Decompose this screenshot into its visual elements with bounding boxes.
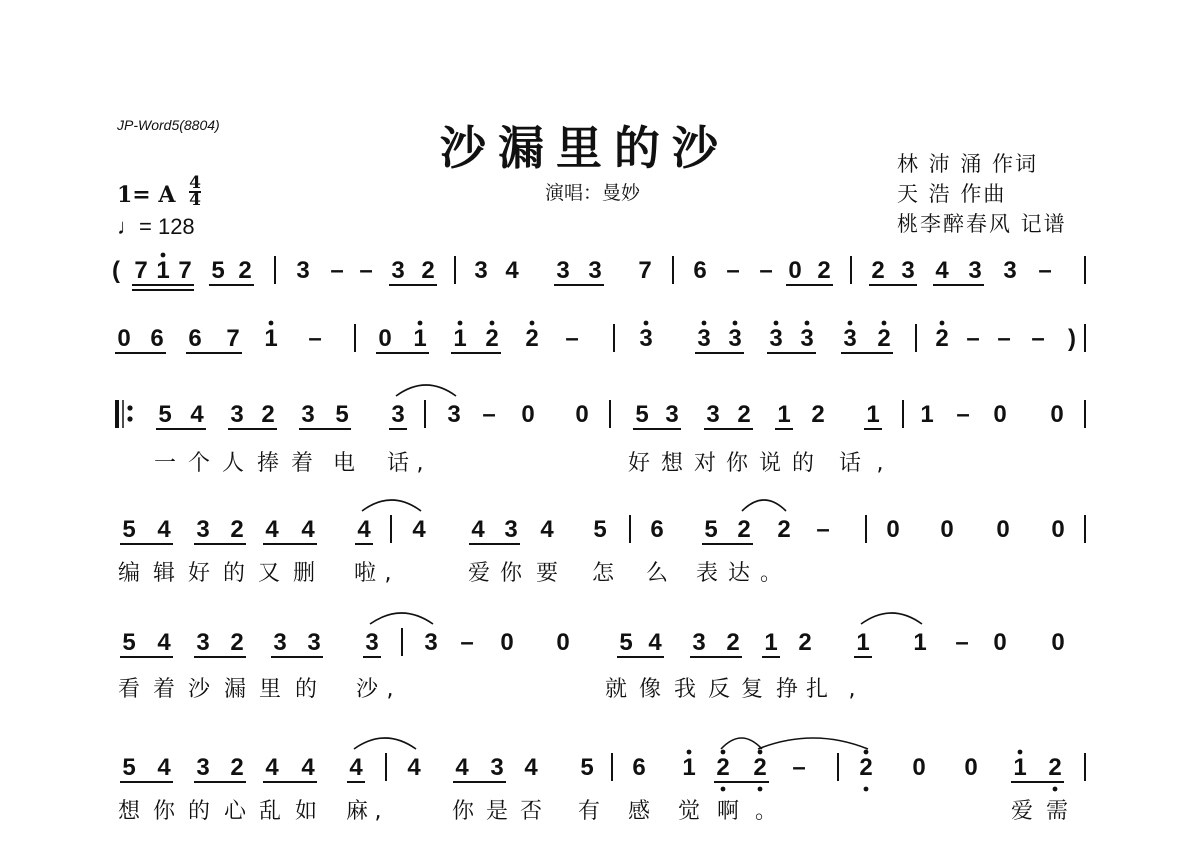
tie-arc bbox=[354, 738, 416, 749]
note: 4 bbox=[524, 754, 538, 781]
note: 0 bbox=[575, 401, 589, 428]
note: 5 bbox=[704, 516, 718, 543]
note: 2 bbox=[935, 325, 949, 352]
lyric-char: 着 bbox=[290, 451, 314, 476]
note: 0 bbox=[964, 754, 978, 781]
lyric-char: 要 bbox=[535, 561, 559, 586]
note: 5 bbox=[158, 401, 172, 428]
hold-dash: – bbox=[726, 257, 740, 284]
octave-dot bbox=[940, 321, 945, 326]
lyric-char: 扎 bbox=[805, 677, 829, 702]
note: 3 bbox=[901, 257, 915, 284]
note: 0 bbox=[1051, 629, 1065, 656]
note: 0 bbox=[1051, 516, 1065, 543]
tie-arc bbox=[758, 738, 868, 749]
note: 3 bbox=[391, 401, 405, 428]
note: 0 bbox=[521, 401, 535, 428]
hold-dash: – bbox=[330, 257, 344, 284]
lyric-char: 否 bbox=[519, 799, 543, 824]
hold-dash: – bbox=[816, 516, 830, 543]
lyric-char: 对 bbox=[693, 451, 717, 476]
note: 3 bbox=[196, 629, 210, 656]
octave-dot bbox=[1053, 787, 1058, 792]
note: 0 bbox=[940, 516, 954, 543]
lyric-char: 就 bbox=[604, 677, 628, 702]
repeat-sign bbox=[127, 405, 132, 410]
score-line-4 bbox=[118, 500, 1085, 586]
lyric-char: 个 bbox=[187, 451, 211, 476]
lyric-char: 辑 bbox=[152, 561, 176, 586]
note: 2 bbox=[230, 516, 244, 543]
note: 4 bbox=[349, 754, 363, 781]
lyric-char: , bbox=[374, 799, 382, 824]
note: 5 bbox=[619, 629, 633, 656]
note: 2 bbox=[737, 516, 751, 543]
note: 3 bbox=[665, 401, 679, 428]
note: 3 bbox=[447, 401, 461, 428]
note: 2 bbox=[261, 401, 275, 428]
note: 4 bbox=[455, 754, 469, 781]
composer-credit: 天 浩 作曲 bbox=[897, 182, 1007, 206]
octave-dot bbox=[490, 321, 495, 326]
lyric-char: 看 bbox=[117, 677, 141, 702]
lyric-char: 想 bbox=[117, 799, 141, 824]
note: 5 bbox=[593, 516, 607, 543]
lyric-char: 好 bbox=[627, 451, 651, 476]
octave-dot bbox=[758, 787, 763, 792]
octave-dot bbox=[721, 787, 726, 792]
note: 6 bbox=[650, 516, 664, 543]
note: 2 bbox=[777, 516, 791, 543]
octave-dot bbox=[805, 321, 810, 326]
note: 0 bbox=[117, 325, 131, 352]
lyric-char: , bbox=[876, 451, 884, 476]
hold-dash: – bbox=[1038, 257, 1052, 284]
note: 1 bbox=[764, 629, 778, 656]
octave-dot bbox=[758, 750, 763, 755]
note: 4 bbox=[301, 754, 315, 781]
lyric-char: 麻 bbox=[345, 799, 369, 824]
hold-dash: – bbox=[308, 325, 322, 352]
lyric-char: 挣 bbox=[775, 677, 799, 702]
note: 4 bbox=[157, 629, 171, 656]
octave-dot bbox=[864, 787, 869, 792]
note: 3 bbox=[588, 257, 602, 284]
note: 4 bbox=[471, 516, 485, 543]
note: 4 bbox=[357, 516, 371, 543]
hold-dash: – bbox=[1031, 325, 1045, 352]
note: 6 bbox=[188, 325, 202, 352]
note: 3 bbox=[230, 401, 244, 428]
note: 6 bbox=[693, 257, 707, 284]
note: 2 bbox=[421, 257, 435, 284]
note: 2 bbox=[230, 754, 244, 781]
note: 1 bbox=[682, 754, 696, 781]
note: 4 bbox=[407, 754, 421, 781]
note: 4 bbox=[190, 401, 204, 428]
song-title: 沙漏里的沙 bbox=[440, 121, 730, 175]
lyric-char: 感 bbox=[627, 799, 651, 824]
hold-dash: – bbox=[966, 325, 980, 352]
note: 4 bbox=[265, 754, 279, 781]
note: 2 bbox=[716, 754, 730, 781]
lyric-char: 爱 bbox=[467, 561, 491, 586]
tie-arc bbox=[742, 500, 786, 511]
note: 4 bbox=[648, 629, 662, 656]
octave-dot bbox=[418, 321, 423, 326]
note: 2 bbox=[871, 257, 885, 284]
lyric-char: 想 bbox=[660, 451, 684, 476]
note: 0 bbox=[912, 754, 926, 781]
note: 0 bbox=[378, 325, 392, 352]
time-denominator: 4 bbox=[189, 190, 201, 210]
note: 5 bbox=[580, 754, 594, 781]
lyric-char: 是 bbox=[485, 799, 509, 824]
lyric-char: 话 bbox=[386, 451, 410, 476]
lyric-char: 漏 bbox=[223, 677, 247, 702]
note: 2 bbox=[485, 325, 499, 352]
hold-dash: – bbox=[955, 629, 969, 656]
note: 3 bbox=[474, 257, 488, 284]
lyric-char: 乱 bbox=[258, 799, 282, 824]
lyric-char: 啦 bbox=[353, 561, 377, 586]
note: 4 bbox=[540, 516, 554, 543]
note: 2 bbox=[877, 325, 891, 352]
lyric-char: 你 bbox=[152, 799, 176, 824]
lyric-char: 的 bbox=[791, 451, 815, 476]
note: 1 bbox=[453, 325, 467, 352]
note: 4 bbox=[265, 516, 279, 543]
note: 3 bbox=[706, 401, 720, 428]
note: 1 bbox=[777, 401, 791, 428]
note: 2 bbox=[817, 257, 831, 284]
note: 3 bbox=[490, 754, 504, 781]
note: 2 bbox=[811, 401, 825, 428]
lyric-char: 好 bbox=[187, 561, 211, 586]
note: 2 bbox=[753, 754, 767, 781]
lyric-char: 心 bbox=[223, 799, 247, 824]
tempo-value: = 128 bbox=[139, 214, 195, 239]
lyric-char: 觉 bbox=[677, 799, 701, 824]
lyric-char: 里 bbox=[258, 677, 282, 702]
note: 3 bbox=[365, 629, 379, 656]
octave-dot bbox=[687, 750, 692, 755]
lyric-char: 又 bbox=[257, 561, 281, 586]
note: 4 bbox=[935, 257, 949, 284]
hold-dash: – bbox=[460, 629, 474, 656]
score-line-6 bbox=[118, 738, 1085, 824]
quarter-note-icon: ♩ bbox=[117, 214, 139, 239]
note: 4 bbox=[505, 257, 519, 284]
lyric-char: 。 bbox=[754, 799, 778, 824]
lyric-char: 有 bbox=[577, 799, 601, 824]
tie-arc bbox=[362, 500, 421, 511]
note: 3 bbox=[273, 629, 287, 656]
time-numerator: 4 bbox=[189, 173, 201, 193]
note: 1 bbox=[1013, 754, 1027, 781]
score-line-2 bbox=[115, 321, 1085, 353]
note: 2 bbox=[230, 629, 244, 656]
note: 3 bbox=[196, 754, 210, 781]
note: 2 bbox=[525, 325, 539, 352]
software-tag: JP-Word5(8804) bbox=[117, 117, 220, 133]
note: 5 bbox=[211, 257, 225, 284]
hold-dash: – bbox=[759, 257, 773, 284]
note: 6 bbox=[150, 325, 164, 352]
key-label: 1= A bbox=[117, 182, 176, 208]
lyric-char: , bbox=[384, 561, 392, 586]
octave-dot bbox=[530, 321, 535, 326]
note: 3 bbox=[769, 325, 783, 352]
lyric-char: 删 bbox=[292, 561, 316, 586]
octave-dot bbox=[733, 321, 738, 326]
note: 0 bbox=[500, 629, 514, 656]
lyric-char: 像 bbox=[638, 677, 662, 702]
tie-arc bbox=[861, 613, 922, 624]
score-line-5 bbox=[118, 613, 1065, 702]
lyric-char: 反 bbox=[707, 677, 731, 702]
lyric-char: 爱 bbox=[1010, 799, 1034, 824]
note: 1 bbox=[156, 257, 170, 284]
lyric-char: 啊 bbox=[716, 799, 740, 824]
note: 3 bbox=[639, 325, 653, 352]
lyric-char: , bbox=[386, 677, 394, 702]
tie-arc bbox=[396, 385, 456, 396]
note: 0 bbox=[886, 516, 900, 543]
lyric-char: 么 bbox=[645, 561, 669, 586]
note: 2 bbox=[737, 401, 751, 428]
note: 0 bbox=[788, 257, 802, 284]
note: 2 bbox=[238, 257, 252, 284]
hold-dash: – bbox=[482, 401, 496, 428]
lyric-char: 人 bbox=[221, 451, 245, 476]
note: 4 bbox=[301, 516, 315, 543]
lyric-char: 达 bbox=[727, 561, 751, 586]
note: 1 bbox=[920, 401, 934, 428]
octave-dot bbox=[864, 750, 869, 755]
note: 5 bbox=[122, 516, 136, 543]
lyric-char: 编 bbox=[117, 561, 141, 586]
octave-dot bbox=[269, 321, 274, 326]
lyric-char: 电 bbox=[332, 451, 356, 476]
lyric-char: 话 bbox=[838, 451, 862, 476]
lyric-char: 如 bbox=[294, 799, 318, 824]
note: 6 bbox=[632, 754, 646, 781]
hold-dash: – bbox=[565, 325, 579, 352]
note: 3 bbox=[196, 516, 210, 543]
note: 3 bbox=[800, 325, 814, 352]
lyric-char: 表 bbox=[695, 561, 719, 586]
note: 7 bbox=[134, 257, 148, 284]
lyric-char: 。 bbox=[759, 561, 783, 586]
note: 3 bbox=[728, 325, 742, 352]
lyric-char: 沙 bbox=[187, 677, 211, 702]
lyric-char: 的 bbox=[187, 799, 211, 824]
lyric-char: 沙 bbox=[355, 677, 379, 702]
repeat-sign bbox=[115, 400, 119, 428]
note: 3 bbox=[307, 629, 321, 656]
lyric-char: 我 bbox=[673, 677, 697, 702]
lyric-char: 需 bbox=[1045, 799, 1069, 824]
lyric-char: 一 bbox=[153, 451, 177, 476]
note: 3 bbox=[556, 257, 570, 284]
octave-dot bbox=[458, 321, 463, 326]
note: 3 bbox=[1003, 257, 1017, 284]
hold-dash: – bbox=[997, 325, 1011, 352]
octave-dot bbox=[774, 321, 779, 326]
note: 1 bbox=[866, 401, 880, 428]
note: 3 bbox=[296, 257, 310, 284]
note: 1 bbox=[264, 325, 278, 352]
lyric-char: 的 bbox=[294, 677, 318, 702]
singer-credit: 演唱：曼妙 bbox=[545, 182, 641, 204]
lyric-char: 的 bbox=[222, 561, 246, 586]
note: 1 bbox=[913, 629, 927, 656]
note: 1 bbox=[856, 629, 870, 656]
note: 2 bbox=[798, 629, 812, 656]
note: 0 bbox=[993, 629, 1007, 656]
note: 1 bbox=[413, 325, 427, 352]
lyric-char: 复 bbox=[740, 677, 764, 702]
octave-dot bbox=[1018, 750, 1023, 755]
octave-dot bbox=[644, 321, 649, 326]
bracket: ( bbox=[112, 257, 120, 284]
transcriber-credit: 桃李醉春风 记谱 bbox=[897, 212, 1067, 236]
lyric-char: 怎 bbox=[591, 561, 615, 586]
octave-dot bbox=[161, 253, 166, 258]
note: 7 bbox=[638, 257, 652, 284]
lyric-char: 你 bbox=[725, 451, 749, 476]
note: 3 bbox=[424, 629, 438, 656]
lyric-char: 捧 bbox=[256, 451, 280, 476]
note: 3 bbox=[504, 516, 518, 543]
note: 2 bbox=[1048, 754, 1062, 781]
lyric-char: 着 bbox=[152, 677, 176, 702]
note: 7 bbox=[178, 257, 192, 284]
score-line-3 bbox=[115, 385, 1085, 476]
lyric-char: , bbox=[848, 677, 856, 702]
lyricist-credit: 林 沛 涌 作词 bbox=[897, 152, 1039, 176]
note: 5 bbox=[122, 754, 136, 781]
octave-dot bbox=[702, 321, 707, 326]
note: 3 bbox=[968, 257, 982, 284]
note: 0 bbox=[556, 629, 570, 656]
tie-arc bbox=[721, 738, 762, 749]
note: 7 bbox=[226, 325, 240, 352]
lyric-char: 你 bbox=[451, 799, 475, 824]
bracket: ) bbox=[1068, 325, 1076, 352]
note: 5 bbox=[122, 629, 136, 656]
lyric-char: , bbox=[416, 451, 424, 476]
note: 3 bbox=[843, 325, 857, 352]
note: 4 bbox=[157, 754, 171, 781]
note: 3 bbox=[301, 401, 315, 428]
note: 0 bbox=[993, 401, 1007, 428]
note: 0 bbox=[996, 516, 1010, 543]
note: 5 bbox=[335, 401, 349, 428]
hold-dash: – bbox=[359, 257, 373, 284]
lyric-char: 你 bbox=[499, 561, 523, 586]
note: 2 bbox=[726, 629, 740, 656]
note: 2 bbox=[859, 754, 873, 781]
note: 4 bbox=[157, 516, 171, 543]
score-line-1 bbox=[112, 253, 1085, 290]
note: 3 bbox=[391, 257, 405, 284]
hold-dash: – bbox=[792, 754, 806, 781]
octave-dot bbox=[882, 321, 887, 326]
note: 0 bbox=[1050, 401, 1064, 428]
note: 3 bbox=[692, 629, 706, 656]
hold-dash: – bbox=[956, 401, 970, 428]
tie-arc bbox=[370, 613, 433, 624]
lyric-char: 说 bbox=[758, 451, 782, 476]
repeat-sign bbox=[127, 416, 132, 421]
note: 3 bbox=[697, 325, 711, 352]
note: 4 bbox=[412, 516, 426, 543]
note: 5 bbox=[635, 401, 649, 428]
octave-dot bbox=[848, 321, 853, 326]
octave-dot bbox=[721, 750, 726, 755]
